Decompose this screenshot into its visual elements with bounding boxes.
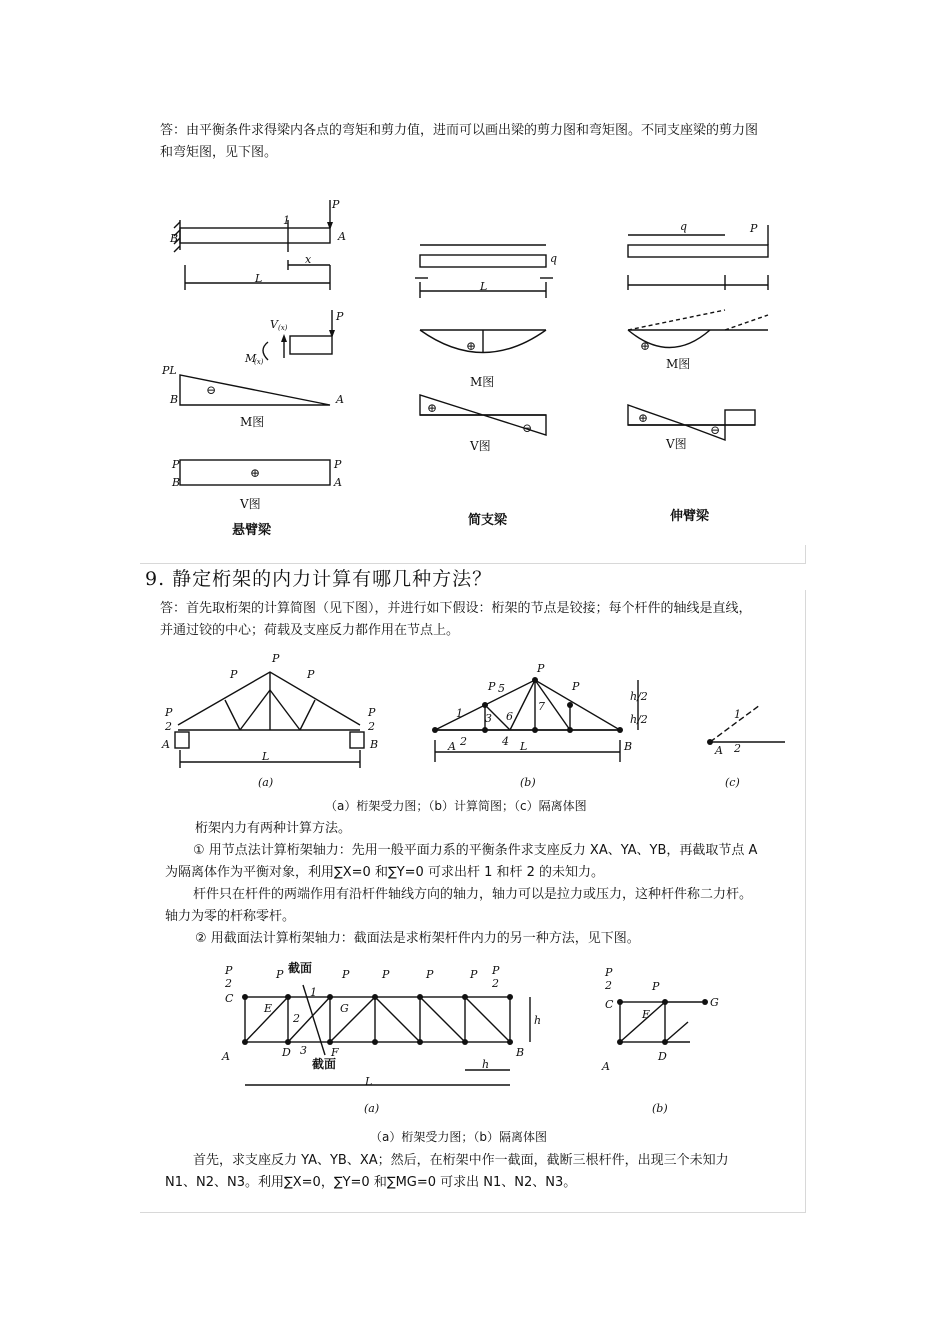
svg-text:1: 1 — [283, 214, 290, 227]
svg-text:⊕: ⊕ — [640, 339, 651, 353]
svg-text:h: h — [482, 1058, 490, 1071]
svg-text:P: P — [382, 968, 390, 981]
svg-text:P: P — [225, 964, 233, 977]
svg-text:2: 2 — [492, 977, 499, 990]
svg-text:(x): (x) — [278, 324, 288, 332]
svg-text:截面: 截面 — [288, 961, 313, 975]
svg-text:L: L — [365, 1075, 373, 1088]
svg-text:P: P — [537, 662, 545, 675]
svg-text:A: A — [336, 393, 344, 406]
svg-text:P: P — [572, 680, 580, 693]
svg-text:简支梁: 简支梁 — [468, 513, 508, 528]
svg-text:(a): (a) — [258, 776, 274, 789]
svg-text:P: P — [342, 968, 350, 981]
svg-text:F: F — [331, 1046, 339, 1059]
svg-text:P: P — [165, 706, 173, 719]
svg-text:P: P — [492, 964, 500, 977]
svg-text:⊖: ⊖ — [206, 383, 217, 397]
svg-text:⊕: ⊕ — [427, 401, 438, 415]
svg-text:⊕: ⊕ — [466, 339, 477, 353]
svg-text:A: A — [162, 738, 170, 751]
svg-text:P: P — [276, 968, 284, 981]
svg-text:B: B — [624, 740, 633, 753]
svg-text:x: x — [305, 253, 312, 266]
svg-text:L: L — [262, 750, 270, 763]
svg-text:h/2: h/2 — [630, 690, 648, 703]
svg-text:PL: PL — [162, 364, 177, 377]
svg-text:P: P — [750, 222, 758, 235]
svg-text:2: 2 — [165, 720, 172, 733]
answer-text-1: 答：由平衡条件求得梁内各点的弯矩和剪力值，进而可以画出梁的剪力图和弯矩图。不同支座梁的剪力图和弯矩图，见下图。 — [160, 123, 759, 160]
svg-text:B: B — [170, 232, 179, 245]
svg-text:E: E — [642, 1008, 651, 1021]
svg-text:A: A — [222, 1050, 230, 1063]
svg-text:⊖: ⊖ — [522, 421, 533, 435]
svg-text:E: E — [264, 1002, 273, 1015]
svg-text:5: 5 — [498, 682, 505, 695]
svg-text:L: L — [480, 280, 488, 293]
svg-text:2: 2 — [368, 720, 375, 733]
svg-text:A: A — [715, 744, 723, 757]
svg-text:P: P — [307, 668, 315, 681]
svg-text:3: 3 — [485, 712, 492, 725]
svg-text:伸臂梁: 伸臂梁 — [670, 509, 710, 524]
svg-text:M图: M图 — [666, 357, 691, 371]
question-heading: 9. 静定桁架的内力计算有哪几种方法？ — [145, 568, 493, 590]
svg-text:(a): (a) — [364, 1102, 380, 1115]
svg-text:D: D — [658, 1050, 667, 1063]
svg-text:A: A — [338, 230, 346, 243]
svg-text:P: P — [230, 668, 238, 681]
svg-text:M图: M图 — [240, 415, 265, 429]
svg-text:⊕: ⊕ — [638, 411, 649, 425]
svg-text:1: 1 — [456, 707, 463, 720]
svg-text:2: 2 — [460, 735, 467, 748]
svg-text:P: P — [488, 680, 496, 693]
paragraph-two-force-member: 杆件只在杆件的两端作用有沿杆件轴线方向的轴力，轴力可以是拉力或压力，这种杆件称二力杆。轴力为零的杆称零杆。 — [165, 887, 753, 924]
svg-text:A: A — [602, 1060, 610, 1073]
svg-text:P: P — [334, 458, 342, 471]
svg-text:(x): (x) — [254, 358, 264, 366]
svg-text:G: G — [710, 996, 719, 1009]
svg-text:7: 7 — [538, 700, 545, 713]
svg-text:B: B — [516, 1046, 525, 1059]
svg-text:2: 2 — [605, 979, 612, 992]
svg-text:h: h — [534, 1014, 542, 1027]
svg-text:P: P — [470, 968, 478, 981]
svg-text:V图: V图 — [470, 439, 491, 453]
svg-text:C: C — [225, 992, 234, 1005]
svg-text:V: V — [270, 318, 278, 331]
svg-text:2: 2 — [734, 742, 741, 755]
svg-text:悬臂梁: 悬臂梁 — [232, 523, 272, 538]
svg-text:截面: 截面 — [312, 1057, 337, 1071]
svg-text:P: P — [332, 198, 340, 211]
svg-text:M: M — [245, 352, 257, 365]
svg-text:B: B — [370, 738, 379, 751]
svg-text:L: L — [255, 272, 263, 285]
paragraph-section-method: ② 用截面法计算桁架轴力：截面法是求桁架杆件内力的另一种方法，见下图。 — [195, 931, 640, 946]
svg-text:h/2: h/2 — [630, 713, 648, 726]
paragraph-methods: 桁架内力有两种计算方法。 — [195, 821, 352, 836]
svg-text:(b): (b) — [520, 776, 536, 789]
svg-text:B: B — [170, 393, 179, 406]
svg-text:3: 3 — [300, 1044, 307, 1057]
svg-text:P: P — [368, 706, 376, 719]
svg-text:G: G — [340, 1002, 349, 1015]
svg-text:A: A — [334, 476, 342, 489]
svg-text:(b): (b) — [652, 1102, 668, 1115]
svg-text:L: L — [520, 740, 528, 753]
svg-text:P: P — [652, 980, 660, 993]
svg-text:P: P — [172, 458, 180, 471]
svg-text:⊖: ⊖ — [710, 423, 721, 437]
svg-text:q: q — [550, 252, 558, 265]
svg-text:P: P — [336, 310, 344, 323]
svg-text:⊕: ⊕ — [250, 466, 261, 480]
svg-text:P: P — [605, 966, 613, 979]
truss-caption-1: （a）桁架受力图；（b）计算简图；（c）隔离体图 — [325, 799, 587, 813]
paragraph-node-method: ① 用节点法计算桁架轴力：先用一般平面力系的平衡条件求支座反力 XA、YA、YB，再截取节点 A 为隔离体作为平衡对象，利用∑X=0 和∑Y=0 可求出杆 1 和杆 2 的未知力。 — [165, 843, 758, 880]
svg-text:M图: M图 — [470, 375, 495, 389]
svg-text:A: A — [448, 740, 456, 753]
beam-diagrams — [150, 190, 810, 550]
svg-text:P: P — [272, 652, 280, 665]
svg-text:1: 1 — [310, 986, 317, 999]
svg-text:C: C — [605, 998, 614, 1011]
svg-text:B: B — [172, 476, 181, 489]
paragraph-section-solution: 首先，求支座反力 YA、YB、XA；然后，在桁架中作一截面，截断三根杆件，出现三个未知力 N1、N2、N3。利用∑X=0，∑Y=0 和∑MG=0 可求出 N1、N2、N3。 — [165, 1153, 729, 1190]
truss-caption-2: （a）桁架受力图；（b）隔离体图 — [370, 1130, 547, 1144]
svg-text:1: 1 — [734, 708, 741, 721]
svg-text:(c): (c) — [725, 776, 740, 789]
svg-text:D: D — [282, 1046, 291, 1059]
svg-text:P: P — [426, 968, 434, 981]
answer-text-2: 答：首先取桁架的计算简图（见下图），并进行如下假设：桁架的节点是铰接；每个杆件的轴线是直线，并通过铰的中心；荷载及支座反力都作用在节点上。 — [160, 601, 752, 638]
svg-text:4: 4 — [502, 735, 509, 748]
svg-text:2: 2 — [225, 977, 232, 990]
svg-text:q: q — [680, 220, 688, 233]
svg-text:V图: V图 — [240, 497, 261, 511]
svg-text:6: 6 — [506, 710, 513, 723]
svg-text:V图: V图 — [666, 437, 687, 451]
svg-text:2: 2 — [293, 1012, 300, 1025]
